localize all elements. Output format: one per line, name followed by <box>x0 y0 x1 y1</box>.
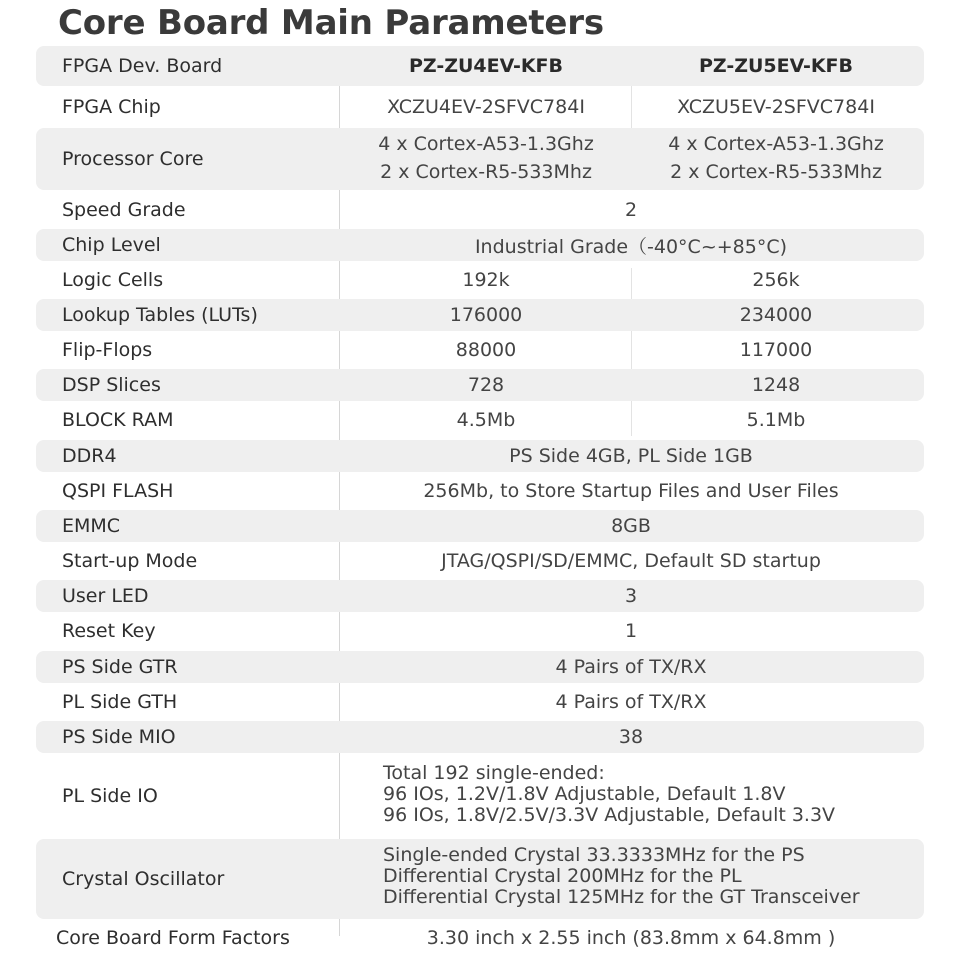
cell-line: 96 IOs, 1.8V/2.5V/3.3V Adjustable, Default 3.3V <box>383 804 836 826</box>
table-cell: 192k <box>462 269 510 291</box>
table-row <box>36 46 924 86</box>
page-title: Core Board Main Parameters <box>58 3 604 43</box>
table-row <box>36 299 924 331</box>
row-label: Core Board Form Factors <box>56 927 290 949</box>
row-label: Flip-Flops <box>62 339 153 361</box>
table-row <box>36 922 924 954</box>
table-cell: 1248 <box>751 374 801 396</box>
row-label: PL Side GTH <box>62 691 178 713</box>
cell-line: 96 IOs, 1.2V/1.8V Adjustable, Default 1.8V <box>383 783 786 805</box>
table-cell: 8GB <box>611 515 651 537</box>
table-cell: JTAG/QSPI/SD/EMMC, Default SD startup <box>441 550 821 572</box>
table-cell: 4.5Mb <box>456 409 516 431</box>
table-cell: XCZU5EV-2SFVC784I <box>677 96 875 118</box>
column-header: PZ-ZU4EV-KFB <box>408 55 564 77</box>
row-label: PS Side GTR <box>62 656 178 678</box>
table-row <box>36 194 924 226</box>
table-cell: 3.30 inch x 2.55 inch (83.8mm x 64.8mm ) <box>426 927 836 949</box>
table-row <box>36 369 924 401</box>
cell-line: Differential Crystal 200MHz for the PL <box>383 865 742 887</box>
table-row <box>36 90 924 124</box>
row-label: Start-up Mode <box>62 550 198 572</box>
row-label: Crystal Oscillator <box>62 868 225 890</box>
table-cell: 38 <box>618 726 644 748</box>
table-row <box>36 229 924 261</box>
row-label: Processor Core <box>62 148 204 170</box>
table-cell: 1 <box>624 620 638 642</box>
table-row <box>36 615 924 647</box>
table-row <box>36 264 924 296</box>
table-row <box>36 839 924 919</box>
table-row <box>36 545 924 577</box>
table-row <box>36 475 924 507</box>
table-row <box>36 686 924 718</box>
table-cell: 728 <box>467 374 505 396</box>
row-label: PL Side IO <box>62 785 158 807</box>
table-cell: 4 Pairs of TX/RX <box>555 691 707 713</box>
cell-line: Differential Crystal 125MHz for the GT Transceiver <box>383 886 860 908</box>
table-cell: 234000 <box>739 304 813 326</box>
table-cell <box>341 130 631 186</box>
row-label: User LED <box>62 585 149 607</box>
row-label: DDR4 <box>62 445 117 467</box>
table-row <box>36 721 924 753</box>
table-cell: 117000 <box>739 339 813 361</box>
table-cell: 88000 <box>455 339 517 361</box>
row-label: FPGA Dev. Board <box>62 55 223 77</box>
cell-line: 2 x Cortex-R5-533Mhz <box>670 161 882 183</box>
table-row <box>36 404 924 436</box>
row-label: FPGA Chip <box>62 96 161 118</box>
cell-line: 2 x Cortex-R5-533Mhz <box>380 161 592 183</box>
row-label: Lookup Tables (LUTs) <box>62 304 258 326</box>
table-cell: XCZU4EV-2SFVC784I <box>387 96 585 118</box>
table-row <box>36 757 924 835</box>
cell-line: Single-ended Crystal 33.3333MHz for the PS <box>383 844 805 866</box>
table-cell: 2 <box>624 199 638 221</box>
table-cell: 4 Pairs of TX/RX <box>555 656 707 678</box>
row-label: Logic Cells <box>62 269 164 291</box>
table-row <box>36 128 924 190</box>
table-cell: Industrial Grade（-40°C~+85°C) <box>474 235 788 258</box>
table-cell: 256Mb, to Store Startup Files and User Files <box>423 480 839 502</box>
table-row <box>36 651 924 683</box>
table-cell: PS Side 4GB, PL Side 1GB <box>509 445 753 467</box>
row-label: BLOCK RAM <box>62 409 174 431</box>
row-label: DSP Slices <box>62 374 161 396</box>
table-row <box>36 334 924 366</box>
row-label: Speed Grade <box>62 199 186 221</box>
cell-line: 4 x Cortex-A53-1.3Ghz <box>668 133 884 155</box>
table-cell: 3 <box>624 585 638 607</box>
table-cell <box>383 845 943 908</box>
table-cell: 256k <box>752 269 800 291</box>
table-cell <box>383 763 943 826</box>
table-row <box>36 440 924 472</box>
row-label: EMMC <box>62 515 121 537</box>
cell-line: Total 192 single-ended: <box>383 762 605 784</box>
row-label: QSPI FLASH <box>62 480 174 502</box>
row-label: PS Side MIO <box>62 726 176 748</box>
row-label: Reset Key <box>62 620 156 642</box>
table-cell: 5.1Mb <box>746 409 806 431</box>
cell-line: 4 x Cortex-A53-1.3Ghz <box>378 133 594 155</box>
column-header: PZ-ZU5EV-KFB <box>698 55 854 77</box>
table-cell <box>631 130 921 186</box>
table-row <box>36 510 924 542</box>
table-row <box>36 580 924 612</box>
table-cell: 176000 <box>449 304 523 326</box>
row-label: Chip Level <box>62 234 161 256</box>
